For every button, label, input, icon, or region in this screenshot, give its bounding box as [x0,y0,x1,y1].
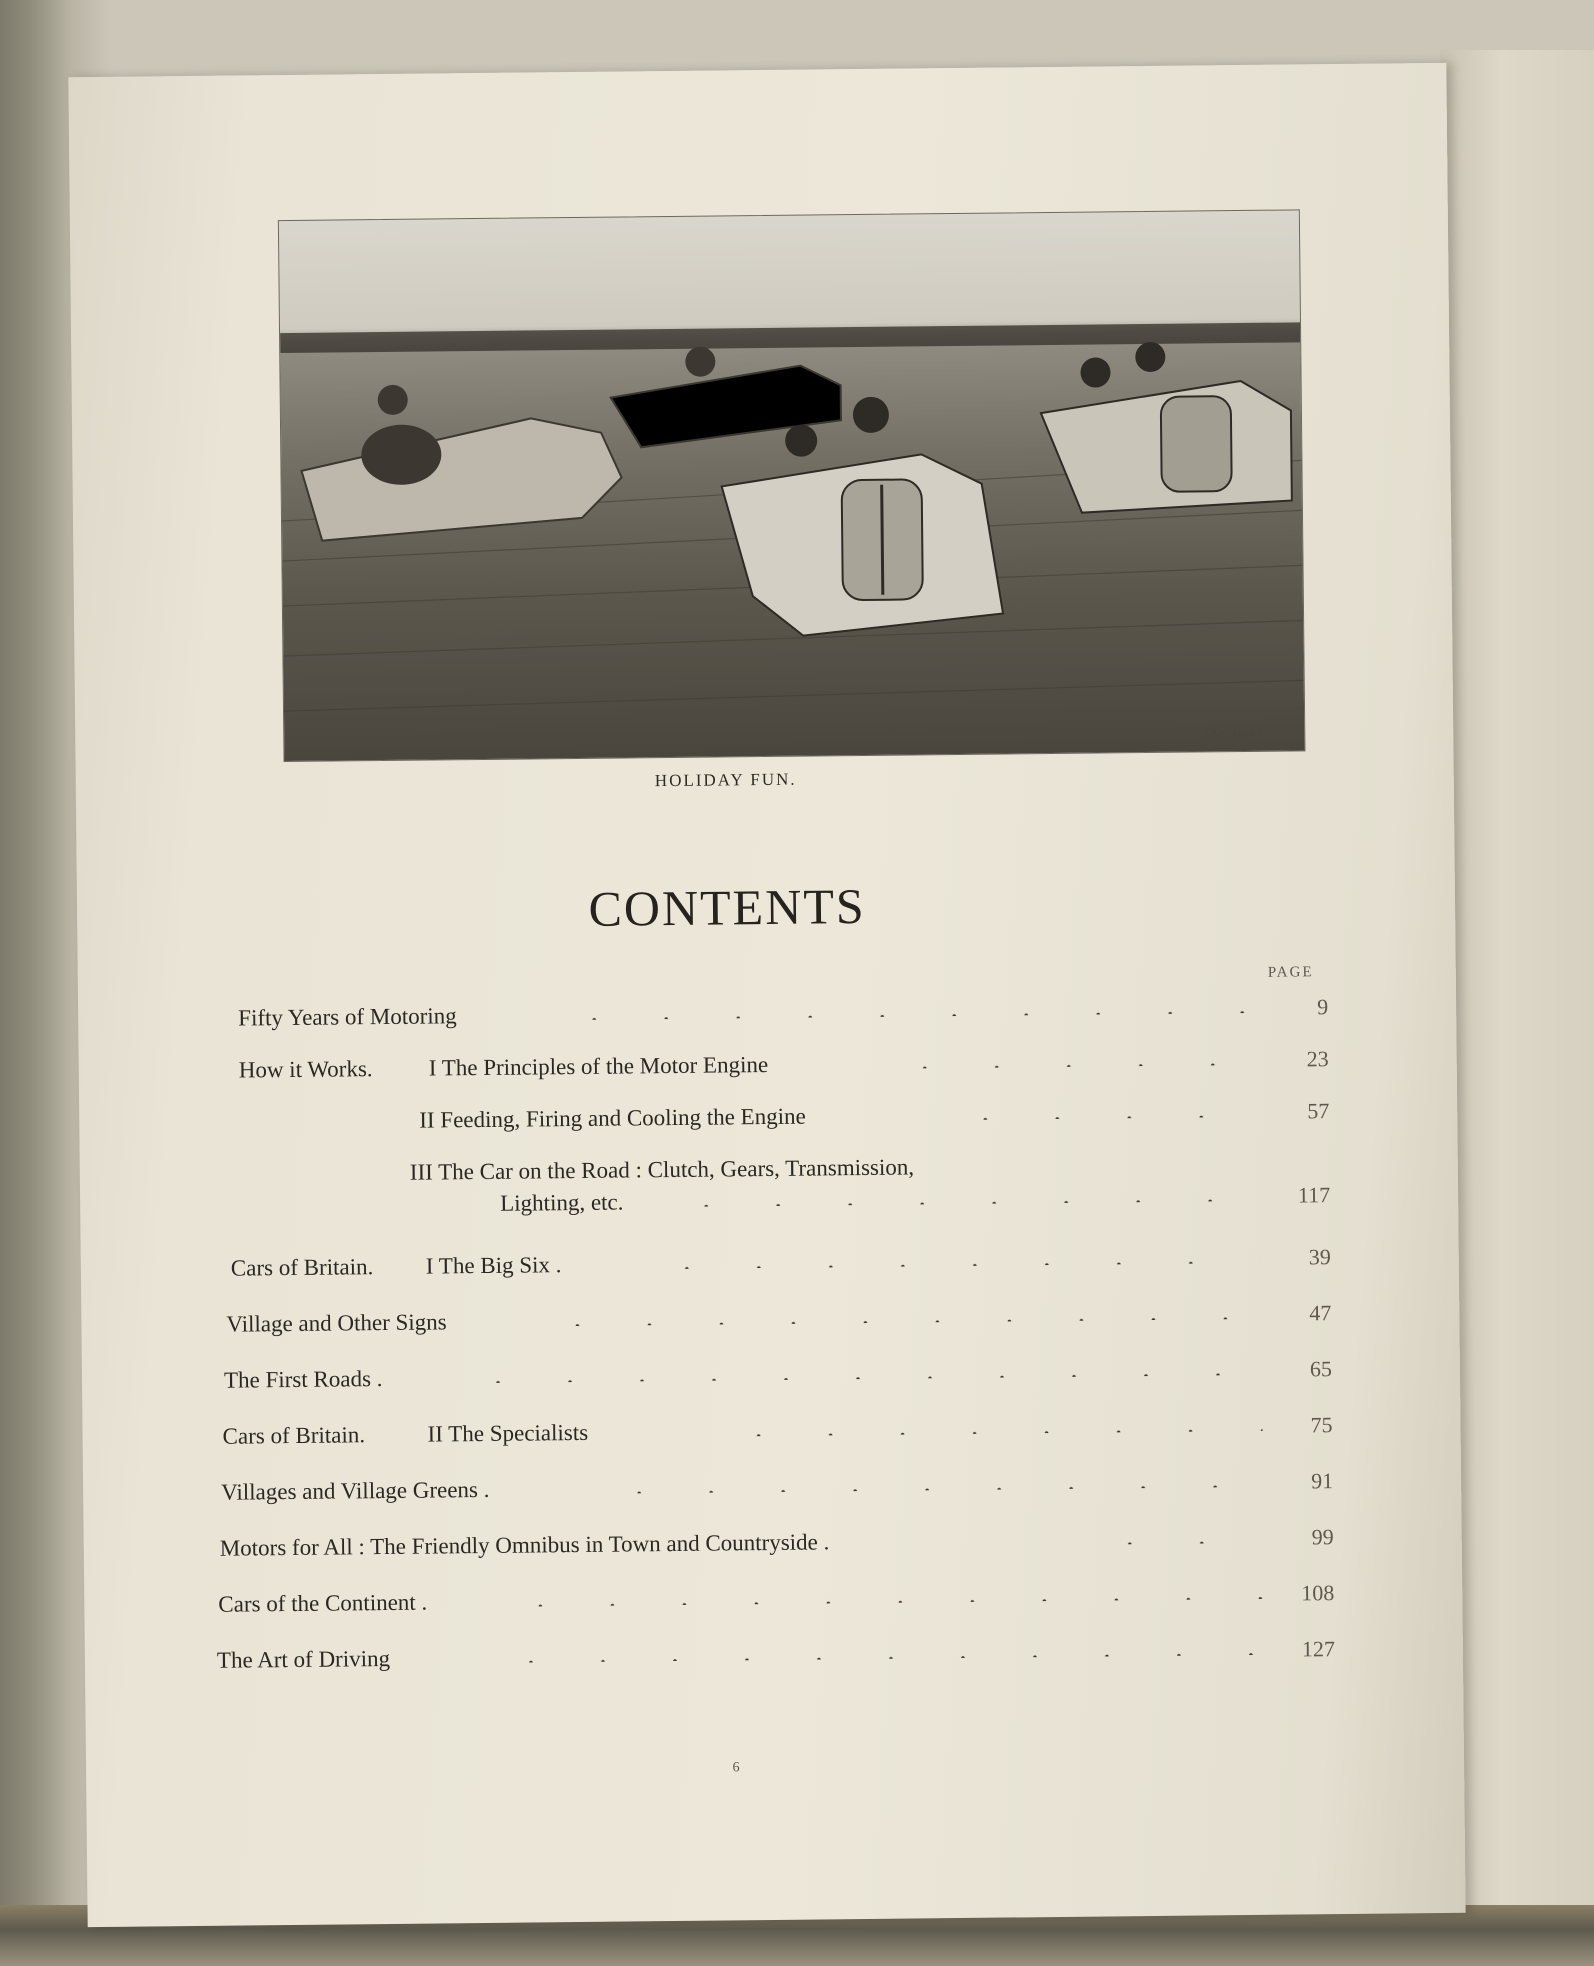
toc-entry [204,1580,1334,1622]
toc-entry-section: Cars of Britain. [230,1254,374,1281]
leader-dots [462,1373,1262,1383]
photo-credit: [Keystone. [1205,724,1268,740]
toc-entry-page: 57 [1307,1098,1330,1124]
toc-entry-title: Motors for All : The Friendly Omnibus in Town and Countryside . [219,1529,830,1561]
toc-entry-section: Cars of Britain. [222,1422,366,1449]
photo-illustration [279,210,1305,761]
toc-entry-page: 65 [1309,1356,1333,1382]
toc-entry-page: 127 [1301,1636,1336,1662]
toc-entry [198,994,1328,1036]
toc-entry [202,1412,1332,1454]
leader-dots [651,1261,1261,1269]
toc-entry-title-line2: Lighting, etc. [500,1189,624,1216]
page-number: 6 [732,1760,740,1776]
toc-entry [201,1244,1331,1286]
toc-entry-title: III The Car on the Road : Clutch, Gears, Transmission, [409,1154,915,1185]
contents-heading: CONTENTS [588,877,866,937]
toc-entry [201,1300,1331,1342]
contents-list [198,994,1336,1673]
toc-entry [199,1098,1329,1140]
toc-entry-title: Fifty Years of Motoring [238,1003,457,1031]
leader-dots [670,1199,1260,1207]
toc-entry-title: II Feeding, Firing and Cooling the Engine [419,1103,806,1133]
toc-entry [202,1356,1332,1398]
toc-entry-page: 108 [1301,1580,1335,1606]
toc-entry-title: The First Roads . [223,1366,383,1393]
leader-dots [949,1115,1259,1120]
leader-dots [541,1317,1261,1327]
bumper-cars-photo [278,209,1306,762]
book-page [68,63,1465,1927]
toc-entry [204,1524,1334,1566]
leader-dots [889,1063,1259,1069]
toc-entry-title: Village and Other Signs [226,1309,447,1337]
leader-dots [723,1429,1263,1437]
toc-entry-page: 39 [1308,1244,1331,1270]
toc-entry [199,1046,1329,1088]
toc-entry-section: How it Works. [238,1056,373,1083]
toc-entry [203,1468,1333,1510]
leader-dots [1094,1541,1264,1545]
toc-entry-page: 91 [1310,1468,1334,1494]
leader-dots [558,1011,1258,1020]
toc-entry-title: Villages and Village Greens . [221,1476,490,1505]
toc-entry-title: The Art of Driving [216,1645,391,1673]
toc-entry [205,1636,1335,1678]
toc-entry-title: II The Specialists [427,1419,589,1447]
toc-entry-title: I The Big Six . [425,1252,562,1279]
leader-dots [603,1485,1263,1494]
page-column-label: PAGE [1267,964,1314,981]
leader-dots [504,1597,1264,1607]
toc-entry-page: 9 [1317,994,1329,1020]
toc-entry-title: Cars of the Continent . [218,1589,428,1617]
toc-entry-page: 23 [1306,1046,1329,1072]
toc-entry-page: 99 [1311,1524,1334,1550]
facing-page-edge [1440,50,1594,1930]
toc-entry-page: 117 [1297,1182,1331,1208]
toc-entry-title: I The Principles of the Motor Engine [428,1051,769,1081]
photo-caption: HOLIDAY FUN. [654,769,797,791]
toc-entry-page: 47 [1309,1300,1332,1326]
toc-entry-page: 75 [1310,1412,1333,1438]
leader-dots [495,1653,1265,1663]
